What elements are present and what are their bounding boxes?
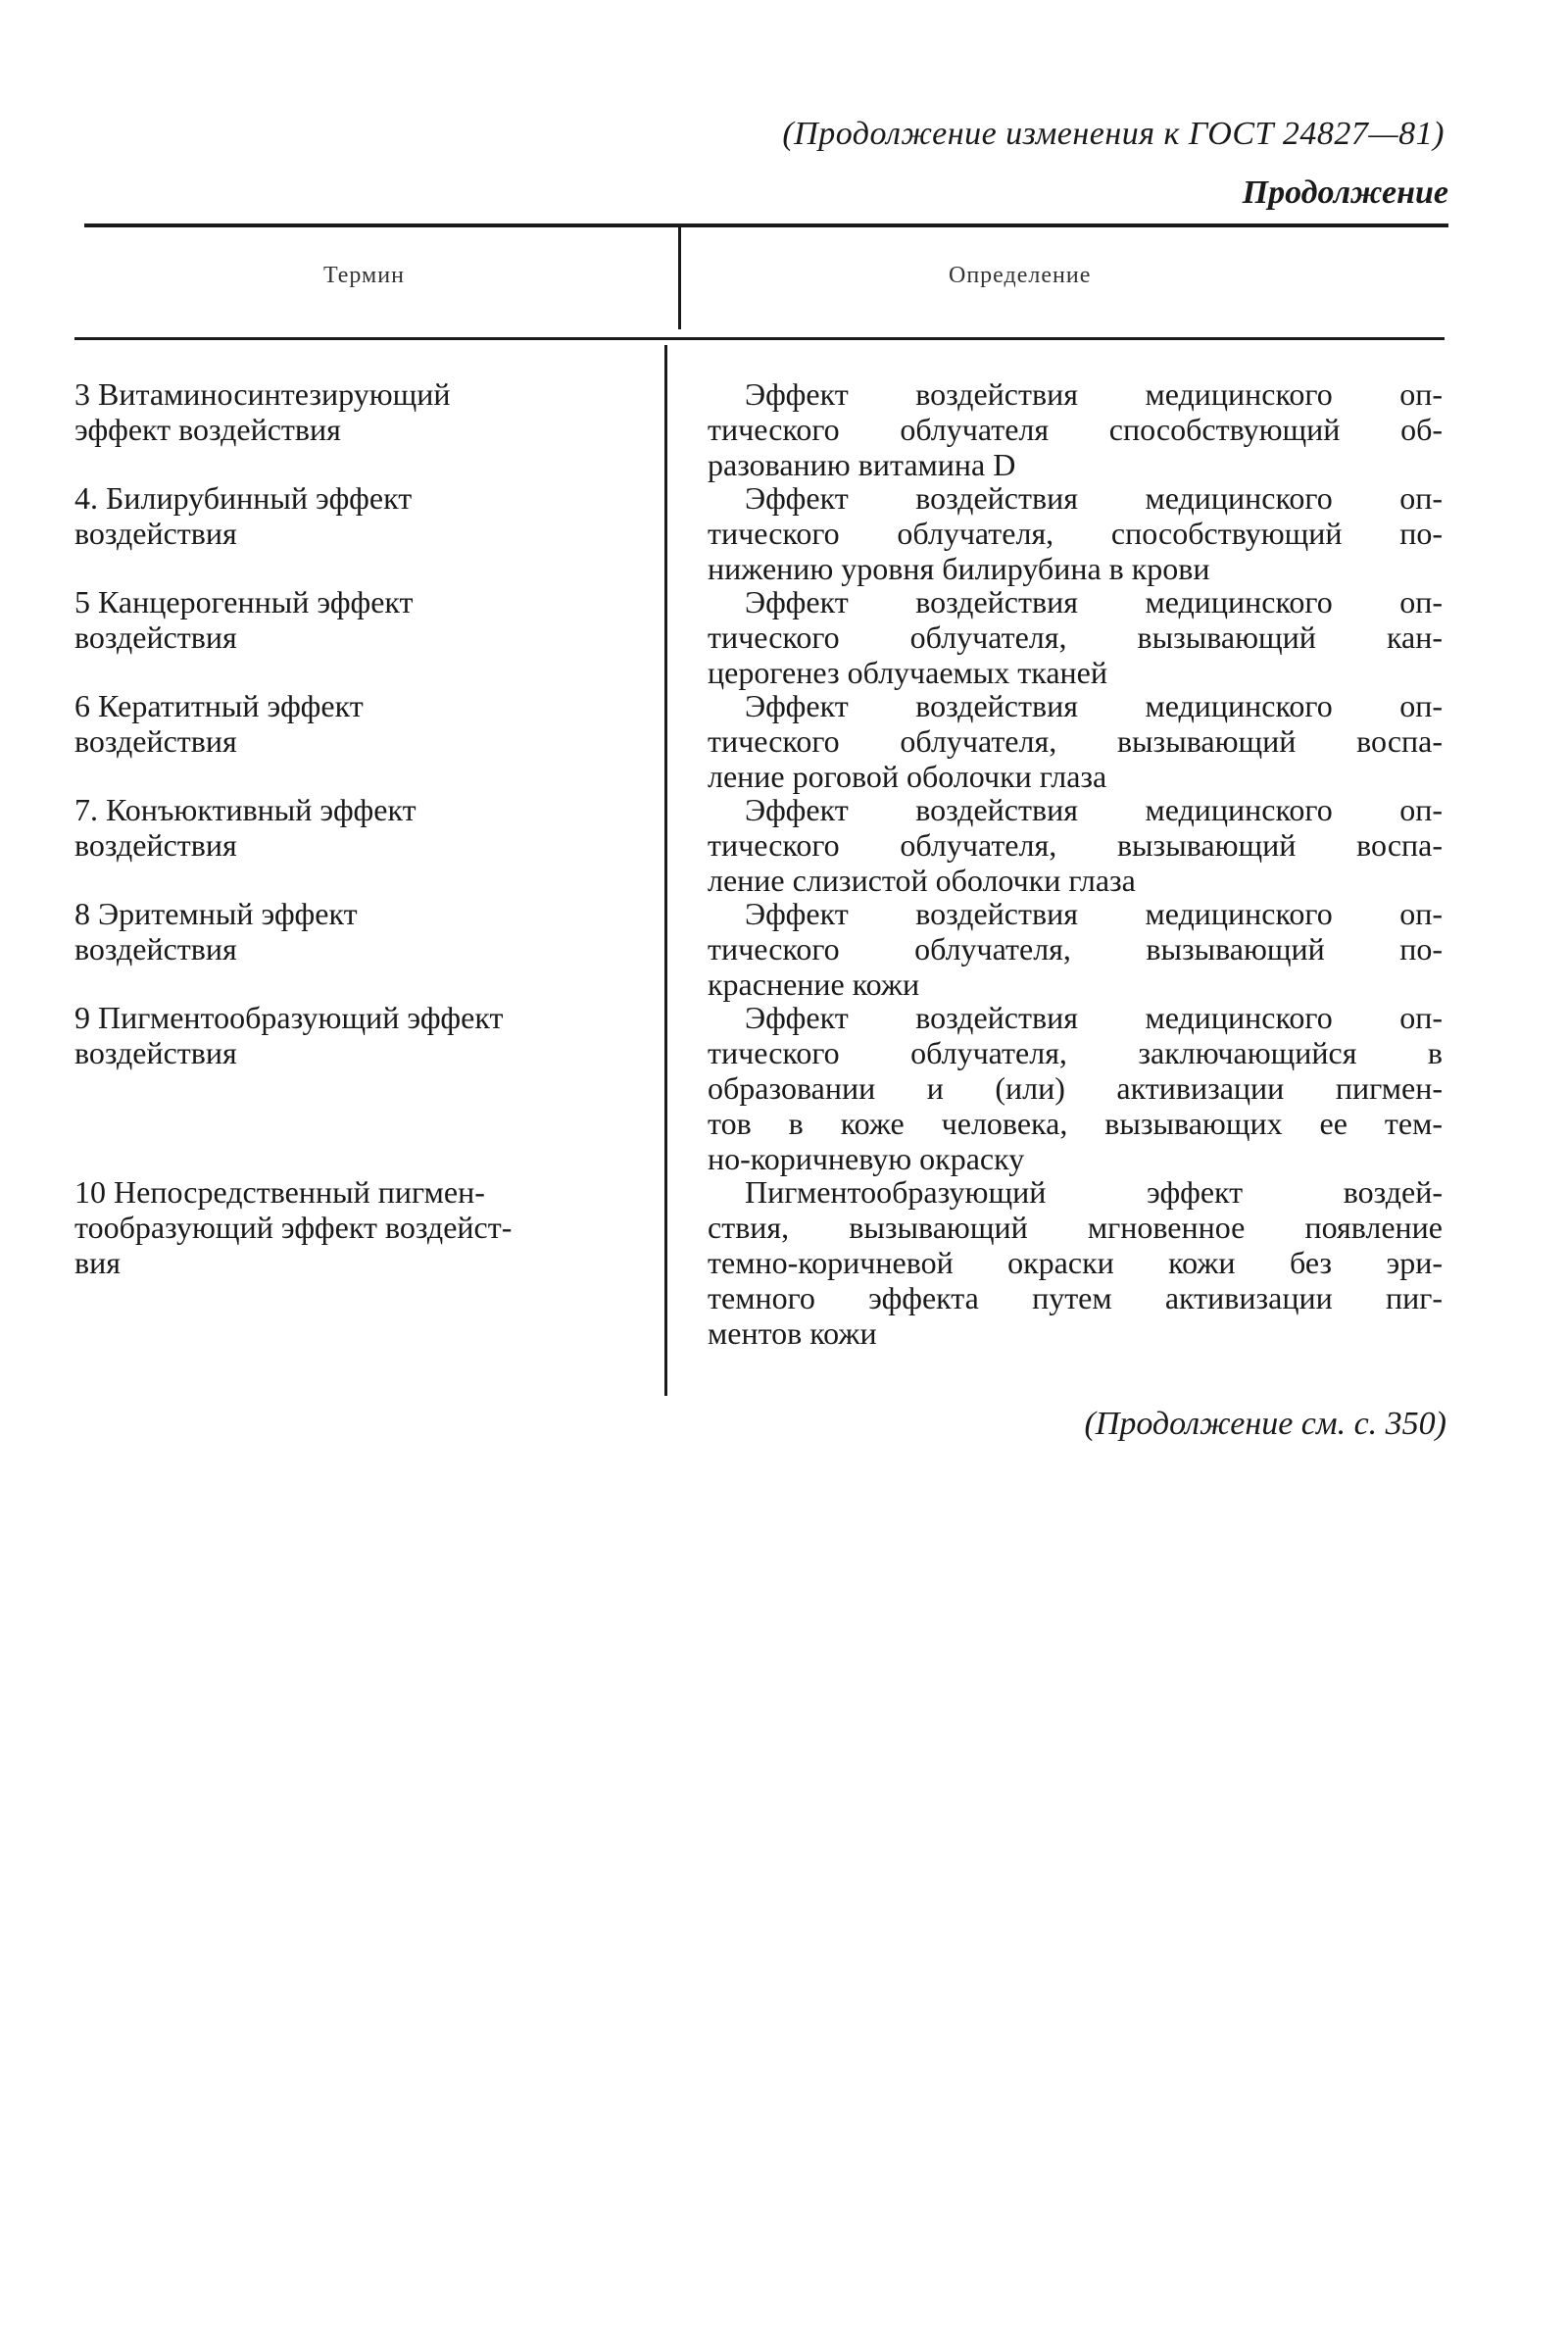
table-top-rule	[84, 223, 1448, 227]
definition-line: тического облучателя, вызывающий кан-	[708, 619, 1443, 655]
body-column-divider	[664, 345, 667, 1396]
header-column-divider	[678, 227, 681, 329]
definition-line: тического облучателя, вызывающий воспа-	[708, 723, 1443, 759]
definition-line: краснение кожи	[708, 966, 920, 1002]
definition-line: тического облучателя, заключающийся в	[708, 1035, 1443, 1070]
definition-line: Эффект воздействия медицинского оп-	[745, 480, 1443, 516]
definition-line: Эффект воздействия медицинского оп-	[745, 376, 1443, 412]
definition-line: образовании и (или) активизации пигмен-	[708, 1070, 1443, 1106]
definition-line: Эффект воздействия медицинского оп-	[745, 688, 1443, 723]
term-cell: 8 Эритемный эффект воздействия	[74, 896, 358, 966]
definition-line: Эффект воздействия медицинского оп-	[745, 792, 1443, 827]
definition-line: ментов кожи	[708, 1315, 877, 1351]
definition-line: но-коричневую окраску	[708, 1141, 1025, 1176]
term-cell: 7. Конъюктивный эффект воздействия	[74, 792, 416, 863]
definition-line: Эффект воздействия медицинского оп-	[745, 584, 1443, 619]
definition-line: тического облучателя способствующий об-	[708, 412, 1443, 447]
column-header-term: Термин	[323, 263, 405, 288]
definition-cell	[708, 480, 1443, 586]
running-head: (Продолжение изменения к ГОСТ 24827—81)	[782, 116, 1445, 152]
definition-line: тов в коже человека, вызывающих ее тем-	[708, 1106, 1443, 1141]
definition-line: Эффект воздействия медицинского оп-	[745, 1000, 1443, 1035]
continuation-label: Продолжение	[1242, 174, 1448, 211]
definition-line: тического облучателя, вызывающий воспа-	[708, 827, 1443, 863]
definition-cell	[708, 792, 1443, 898]
definition-cell	[708, 688, 1443, 794]
definition-line: тического облучателя, способствующий по-	[708, 516, 1443, 551]
term-cell: 4. Билирубинный эффект воздействия	[74, 480, 413, 551]
definition-line: темного эффекта путем активизации пиг-	[708, 1280, 1443, 1315]
term-cell: 5 Канцерогенный эффект воздействия	[74, 584, 414, 655]
definition-line: темно-коричневой окраски кожи без эри-	[708, 1245, 1443, 1280]
definition-line: нижению уровня билирубина в крови	[708, 551, 1210, 586]
definition-line: тического облучателя, вызывающий по-	[708, 931, 1443, 966]
definition-cell	[708, 584, 1443, 690]
definition-cell	[708, 376, 1443, 482]
definition-line: разованию витамина D	[708, 447, 1016, 482]
definition-line: Пигментообразующий эффект воздей-	[745, 1174, 1443, 1210]
term-cell: 6 Кератитный эффект воздействия	[74, 688, 364, 759]
term-cell: 3 Витаминосинтезирующий эффект воздействия	[74, 376, 451, 447]
definition-line: Эффект воздействия медицинского оп-	[745, 896, 1443, 931]
header-bottom-rule	[74, 337, 1445, 340]
term-cell: 9 Пигментообразующий эффект воздействия	[74, 1000, 504, 1070]
term-cell: 10 Непосредственный пигмен- тообразующий эффект воздейст- вия	[74, 1174, 513, 1280]
definition-line: ствия, вызывающий мгновенное появление	[708, 1210, 1443, 1245]
continuation-note: (Продолжение см. с. 350)	[1084, 1406, 1446, 1442]
definition-line: церогенез облучаемых тканей	[708, 655, 1107, 690]
definition-line: ление слизистой оболочки глаза	[708, 863, 1136, 898]
definition-cell	[708, 1174, 1443, 1351]
column-header-definition: Определение	[949, 263, 1092, 288]
definition-cell	[708, 896, 1443, 1002]
definition-cell	[708, 1000, 1443, 1176]
definition-line: ление роговой оболочки глаза	[708, 759, 1107, 794]
